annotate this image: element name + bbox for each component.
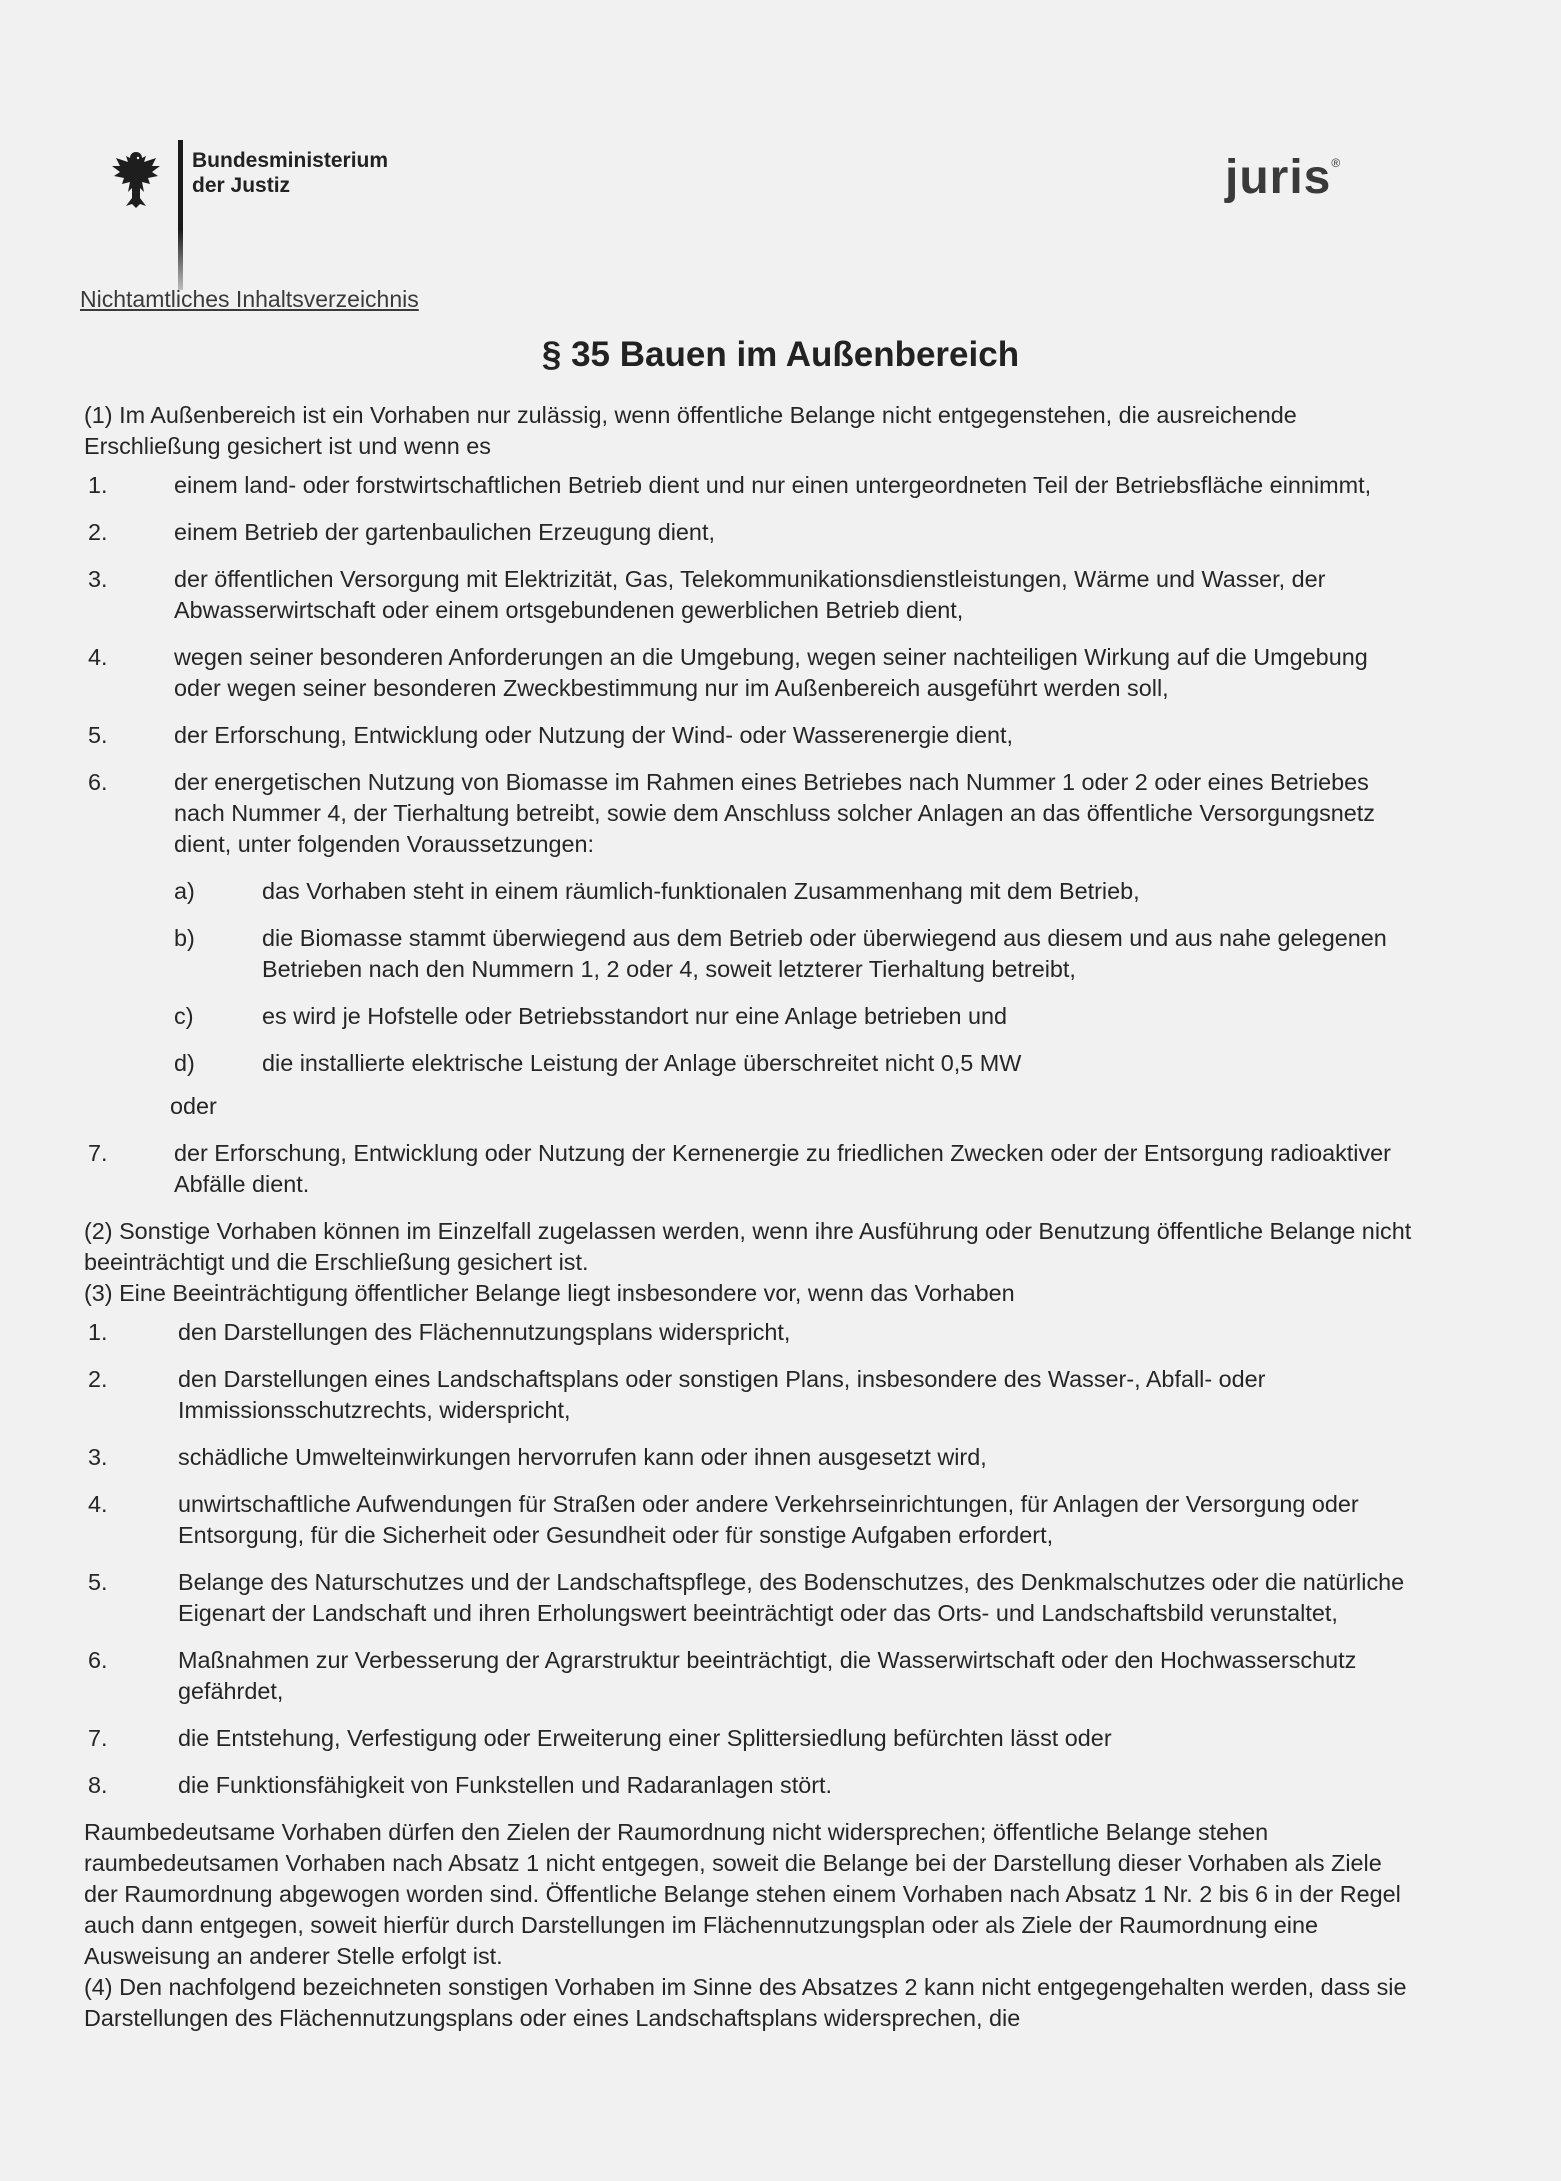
- list-item: [84, 720, 1414, 751]
- item-text: die Funktionsfähigkeit von Funkstellen und Radaranlagen stört.: [178, 1772, 833, 1798]
- item-number: 2.: [88, 1366, 108, 1392]
- list-item: [84, 767, 1414, 860]
- sub-item-text: das Vorhaben steht in einem räumlich-funktionalen Zusammenhang mit dem Betrieb,: [262, 878, 1140, 904]
- item-number: 1.: [88, 472, 108, 498]
- sub-item-letter: a): [174, 878, 195, 904]
- toc-link[interactable]: Nichtamtliches Inhaltsverzeichnis: [80, 286, 419, 312]
- abs2-text: (2) Sonstige Vorhaben können im Einzelfall zugelassen werden, wenn ihre Ausführung oder Benutzung öffentliche Belange nicht beeinträchtigt und die Erschließung gesichert ist.: [84, 1218, 1412, 1275]
- abs1-list: [84, 470, 1414, 1200]
- item-number: 5.: [88, 1569, 108, 1595]
- law-text: [84, 400, 1414, 2042]
- item-text: der Erforschung, Entwicklung oder Nutzung der Wind- oder Wasserenergie dient,: [174, 722, 1014, 748]
- list-item: [84, 1364, 1414, 1426]
- ministry-line-2: der Justiz: [192, 174, 291, 197]
- section-title: § 35 Bauen im Außenbereich: [541, 335, 1020, 374]
- item-text: schädliche Umwelteinwirkungen hervorrufen kann oder ihnen ausgesetzt wird,: [178, 1444, 987, 1470]
- list-item: [84, 470, 1414, 501]
- list-item: [84, 1567, 1414, 1629]
- sub-item-text: es wird je Hofstelle oder Betriebsstandort nur eine Anlage betrieben und: [262, 1003, 1008, 1029]
- sub-item-letter: d): [174, 1050, 195, 1076]
- item-number: 4.: [88, 644, 108, 670]
- sub-list-item: [84, 1001, 1414, 1032]
- abs4-text: (4) Den nachfolgend bezeichneten sonstigen Vorhaben im Sinne des Absatzes 2 kann nicht entgegengehalten werden, dass sie Darstellungen des Flächennutzungsplans oder eines Landschaftsplans widersprechen, die: [84, 1974, 1407, 2031]
- item-text: der Erforschung, Entwicklung oder Nutzung der Kernenergie zu friedlichen Zwecken oder der Entsorgung radioaktiver Abfälle dient.: [174, 1140, 1391, 1197]
- ministry-name: [192, 148, 388, 198]
- item-number: 4.: [88, 1491, 108, 1517]
- ministry-line-1: Bundesministerium: [192, 149, 389, 172]
- item-text: einem Betrieb der gartenbaulichen Erzeugung dient,: [174, 519, 715, 545]
- list-item: [84, 642, 1414, 704]
- juris-logo-text: juris: [1225, 151, 1332, 204]
- item-number: 3.: [88, 1444, 108, 1470]
- juris-logo: [1225, 150, 1341, 205]
- federal-eagle-icon: [110, 148, 162, 210]
- item-number: 6.: [88, 1647, 108, 1673]
- abs3-list: [84, 1317, 1414, 1801]
- list-item: [84, 517, 1414, 548]
- registered-mark: ®: [1331, 156, 1342, 170]
- item-text: der öffentlichen Versorgung mit Elektrizität, Gas, Telekommunikationsdienstleistungen, Wärme und Wasser, der Abwasserwirtschaft oder einem ortsgebundenen gewerblichen Betrieb dient,: [174, 566, 1326, 623]
- sub-item-letter: b): [174, 925, 195, 951]
- item-text: wegen seiner besonderen Anforderungen an die Umgebung, wegen seiner nachteiligen Wirkung auf die Umgebung oder wegen seiner besonderen Zweckbestimmung nur im Außenbereich ausgeführt werden soll,: [174, 644, 1368, 701]
- item-number: 6.: [88, 769, 108, 795]
- item-number: 1.: [88, 1319, 108, 1345]
- item-text: der energetischen Nutzung von Biomasse im Rahmen eines Betriebes nach Nummer 1 oder 2 oder eines Betriebes nach Nummer 4, der Tierhaltung betreibt, sowie dem Anschluss solcher Anlagen an das öffentliche Versorgungsnetz dient, unter folgenden Voraussetzungen:: [174, 769, 1375, 857]
- header-divider: [178, 140, 183, 290]
- item-number: 7.: [88, 1140, 108, 1166]
- abs1-intro: (1) Im Außenbereich ist ein Vorhaben nur zulässig, wenn öffentliche Belange nicht entgegenstehen, die ausreichende Erschließung gesichert ist und wenn es: [84, 402, 1297, 459]
- sub-list-item: [84, 876, 1414, 907]
- list-item: [84, 1317, 1414, 1348]
- item-number: 5.: [88, 722, 108, 748]
- list-item: [84, 1138, 1414, 1200]
- list-item: [84, 564, 1414, 626]
- item-text: einem land- oder forstwirtschaftlichen Betrieb dient und nur einen untergeordneten Teil der Betriebsfläche einnimmt,: [174, 472, 1372, 498]
- item-text: unwirtschaftliche Aufwendungen für Straßen oder andere Verkehrseinrichtungen, für Anlagen der Versorgung oder Entsorgung, für die Sicherheit oder Gesundheit oder für sonstige Aufgaben erfordert,: [178, 1491, 1359, 1548]
- list-item: [84, 1770, 1414, 1801]
- item-number: 7.: [88, 1725, 108, 1751]
- list-item: [84, 1442, 1414, 1473]
- sub-list-item: [84, 923, 1414, 985]
- item-text: den Darstellungen des Flächennutzungsplans widerspricht,: [178, 1319, 791, 1345]
- sub-item-text: die installierte elektrische Leistung der Anlage überschreitet nicht 0,5 MW: [262, 1050, 1022, 1076]
- item-number: 8.: [88, 1772, 108, 1798]
- item-number: 2.: [88, 519, 108, 545]
- abs1-sublist: [84, 876, 1414, 1079]
- item-text: Belange des Naturschutzes und der Landschaftspflege, des Bodenschutzes, des Denkmalschutzes oder die natürliche Eigenart der Landschaft und ihren Erholungswert beeinträchtigt oder das Orts- und Landschaftsbild verunstaltet,: [178, 1569, 1405, 1626]
- list-item: [84, 1645, 1414, 1707]
- item-text: den Darstellungen eines Landschaftsplans oder sonstigen Plans, insbesondere des Wasser-, Abfall- oder Immissionsschutzrechts, widerspricht,: [178, 1366, 1266, 1423]
- abs3-intro: (3) Eine Beeinträchtigung öffentlicher Belange liegt insbesondere vor, wenn das Vorhaben: [84, 1280, 1015, 1306]
- conjunction-oder: oder: [170, 1093, 217, 1119]
- list-item: [84, 1489, 1414, 1551]
- item-number: 3.: [88, 566, 108, 592]
- sub-list-item: [84, 1048, 1414, 1079]
- list-item: [84, 1723, 1414, 1754]
- item-text: die Entstehung, Verfestigung oder Erweiterung einer Splittersiedlung befürchten lässt oder: [178, 1725, 1112, 1751]
- sub-item-letter: c): [174, 1003, 194, 1029]
- item-text: Maßnahmen zur Verbesserung der Agrarstruktur beeinträchtigt, die Wasserwirtschaft oder den Hochwasserschutz gefährdet,: [178, 1647, 1357, 1704]
- sub-item-text: die Biomasse stammt überwiegend aus dem Betrieb oder überwiegend aus diesem und aus nahe gelegenen Betrieben nach den Nummern 1, 2 oder 4, soweit letzterer Tierhaltung betreibt,: [262, 925, 1387, 982]
- abs3-closing: Raumbedeutsame Vorhaben dürfen den Zielen der Raumordnung nicht widersprechen; öffentliche Belange stehen raumbedeutsamen Vorhaben nach Absatz 1 nicht entgegen, soweit die Belange bei der Darstellung dieser Vorhaben als Ziele der Raumordnung abgewogen worden sind. Öffentliche Belange stehen einem Vorhaben nach Absatz 1 Nr. 2 bis 6 in der Regel auch dann entgegen, soweit hierfür durch Darstellungen im Flächennutzungsplan oder als Ziele der Raumordnung eine Ausweisung an anderer Stelle erfolgt ist.: [84, 1819, 1401, 1969]
